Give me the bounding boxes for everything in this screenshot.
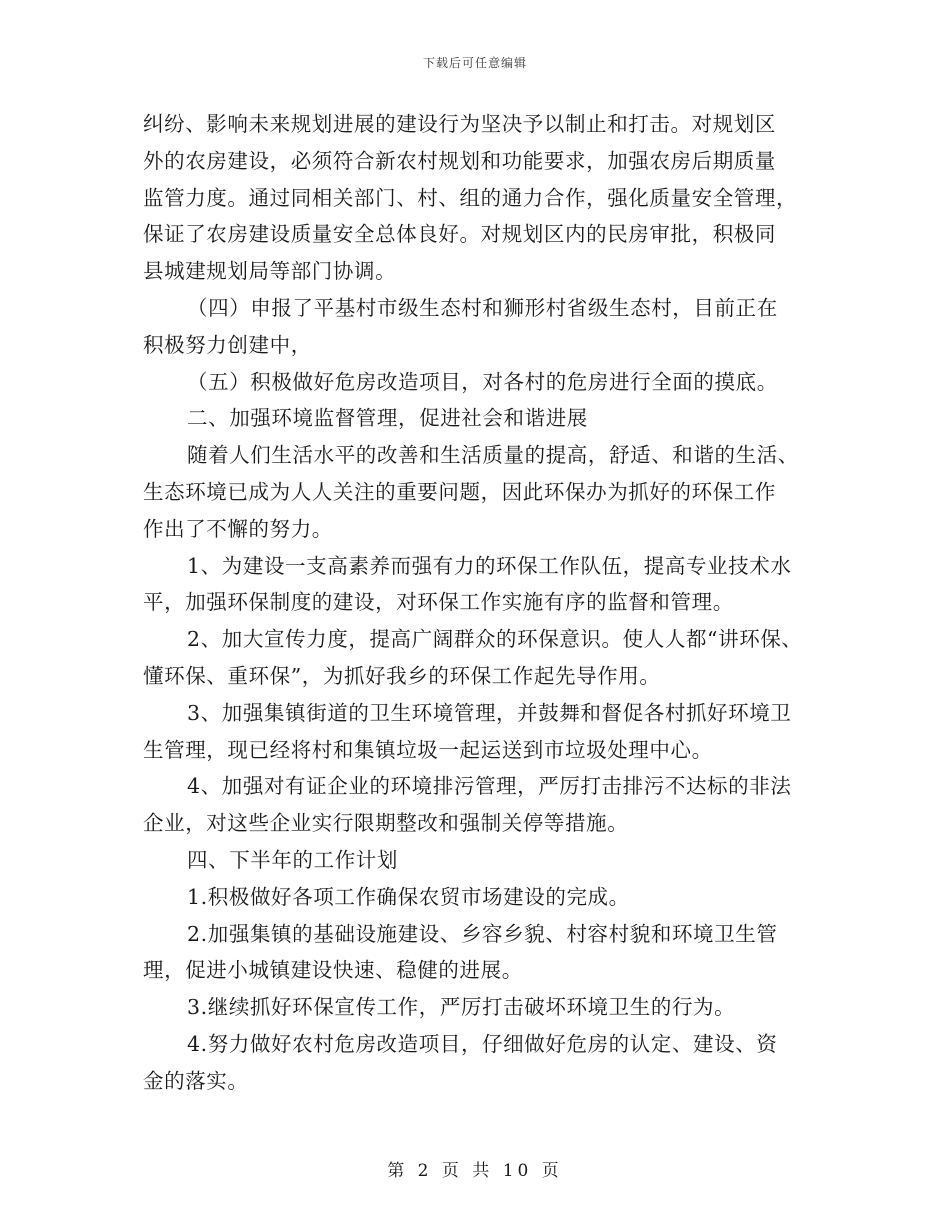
list-item: 1.积极做好各项工作确保农贸市场建设的完成。 xyxy=(187,884,630,909)
list-item: 2.加强集镇的基础设施建设、乡容乡貌、村容村貌和环境卫生管 xyxy=(187,921,778,946)
page-header-note: 下载后可任意编辑 xyxy=(422,56,527,70)
list-item: 3.继续抓好环保宣传工作，严厉打击破坏环境卫生的行为。 xyxy=(187,995,736,1020)
list-item: 1、为建设一支高素养而强有力的环保工作队伍，提高专业技术水 xyxy=(187,553,792,578)
text-line: 企业，对这些企业实行限期整改和强制关停等措施。 xyxy=(143,811,629,836)
section-heading: 四、下半年的工作计划 xyxy=(187,847,398,872)
text-line: 县城建规划局等部门协调。 xyxy=(143,259,397,284)
text-line: 生管理，现已经将村和集镇垃圾一起运送到市垃圾处理中心。 xyxy=(143,737,713,762)
page-number: 第 2 页 共 10 页 xyxy=(387,1161,563,1181)
text-line: 理，促进小城镇建设快速、稳健的进展。 xyxy=(143,958,523,983)
document-body xyxy=(143,106,828,1100)
text-line: （四）申报了平基村市级生态村和狮形村省级生态村，目前正在 xyxy=(187,295,778,320)
text-line: 积极努力创建中， xyxy=(143,332,312,357)
text-line: 金的落实。 xyxy=(143,1068,249,1093)
text-line: 作出了不懈的努力。 xyxy=(143,516,333,541)
text-line: （五）积极做好危房改造项目，对各村的危房进行全面的摸底。 xyxy=(187,369,778,394)
text-line: 平，加强环保制度的建设，对环保工作实施有序的监督和管理。 xyxy=(143,590,734,615)
section-heading: 二、加强环境监督管理，促进社会和谐进展 xyxy=(187,406,588,431)
text-line: 外的农房建设，必须符合新农村规划和功能要求，加强农房后期质量 xyxy=(143,148,776,173)
list-item: 3、加强集镇街道的卫生环境管理，并鼓舞和督促各村抓好环境卫 xyxy=(187,700,792,725)
text-line: 纠纷、影响未来规划进展的建设行为坚决予以制止和打击。对规划区 xyxy=(143,112,776,136)
text-line: 生态环境已成为人人关注的重要问题，因此环保办为抓好的环保工作 xyxy=(143,479,776,504)
list-item: 2、加大宣传力度，提高广阔群众的环保意识。使人人都“讲环保、 xyxy=(187,627,803,652)
text-line: 随着人们生活水平的改善和生活质量的提高，舒适、和谐的生活、 xyxy=(187,443,799,468)
text-line: 监管力度。通过同相关部门、村、组的通力合作，强化质量安全管理， xyxy=(143,185,798,210)
text-line: 保证了农房建设质量安全总体良好。对规划区内的民房审批，积极同 xyxy=(143,222,776,247)
text-line: 懂环保、重环保”，为抓好我乡的环保工作起先导作用。 xyxy=(143,663,661,688)
list-item: 4.努力做好农村危房改造项目，仔细做好危房的认定、建设、资 xyxy=(187,1031,778,1056)
list-item: 4、加强对有证企业的环境排污管理，严厉打击排污不达标的非法 xyxy=(187,774,792,799)
